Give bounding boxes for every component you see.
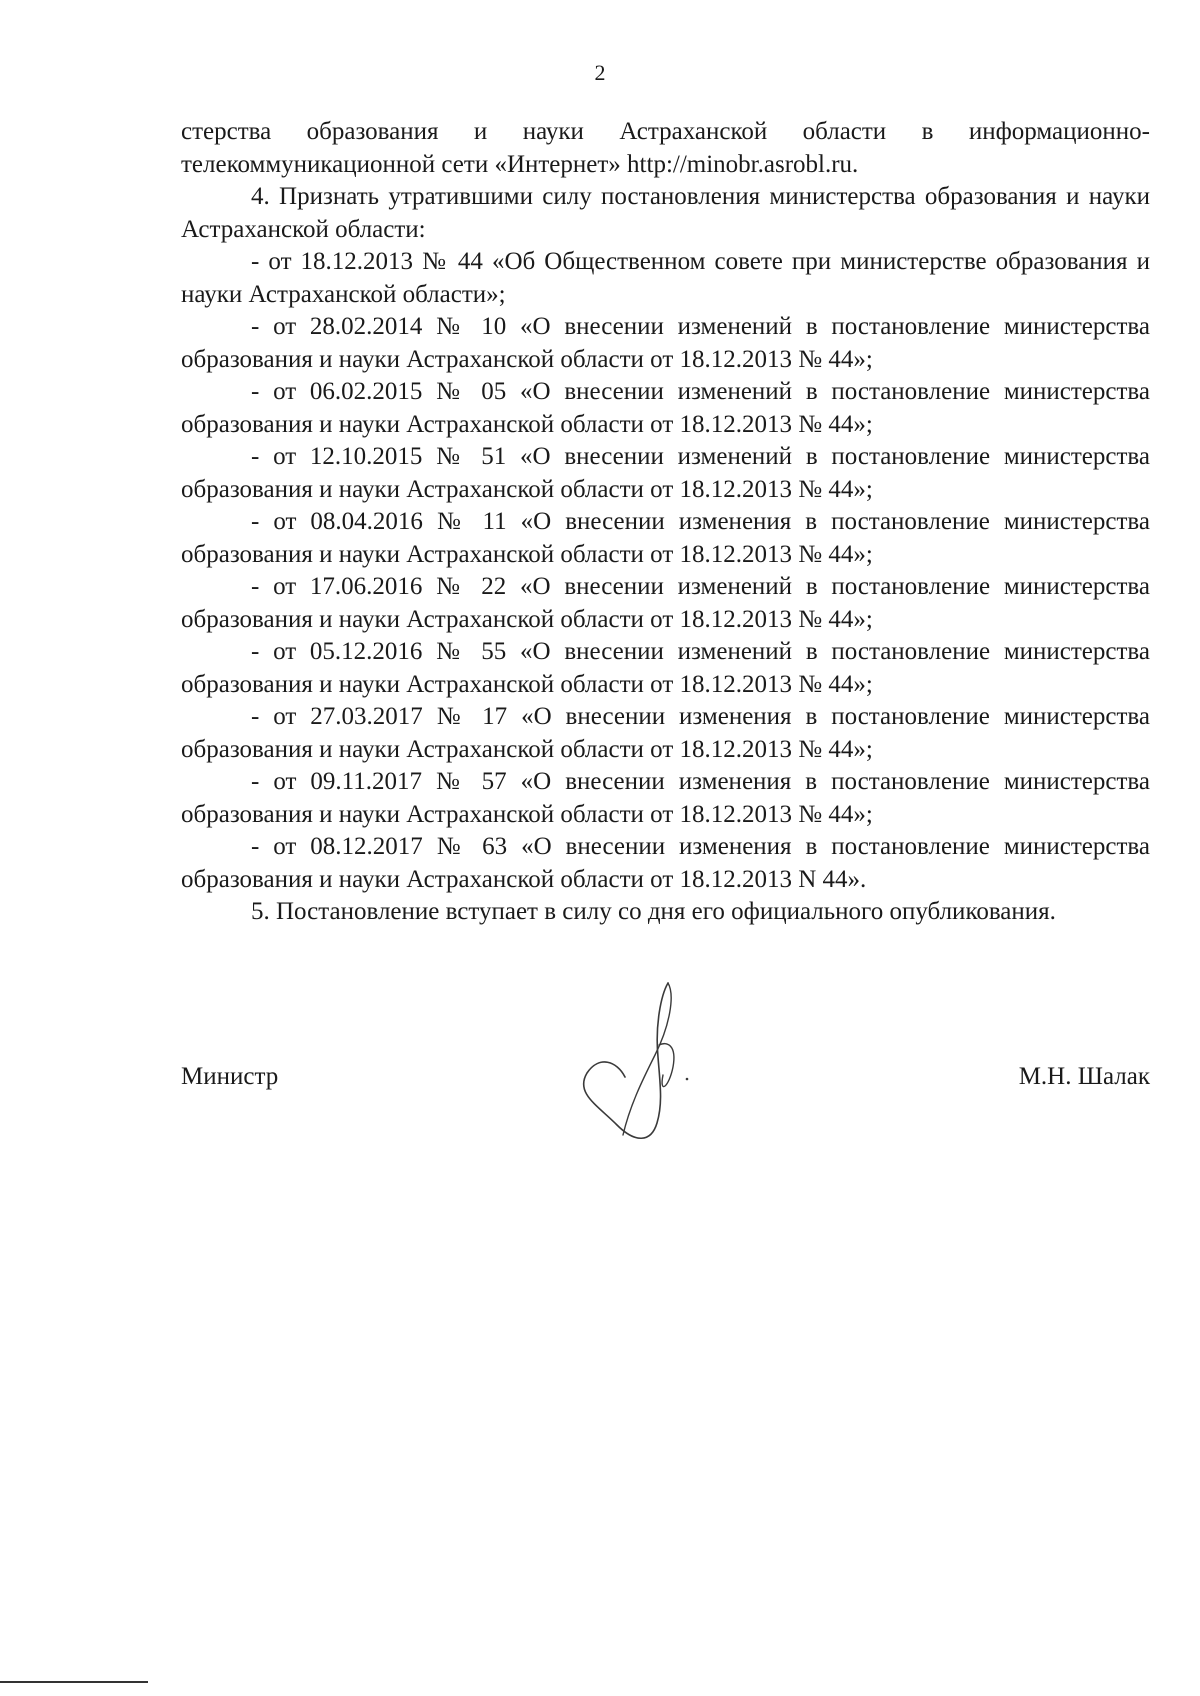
repealed-entry: - от 09.11.2017 № 57 «О внесении изменения в постановление министерства образования и науки Астраханской области от 18.12.2013 № 44»; xyxy=(181,768,1150,828)
signature-block xyxy=(0,975,1200,1175)
handwritten-signature-icon xyxy=(575,975,725,1160)
item-4-intro: 4. Признать утратившими силу постановления министерства образования и науки Астраханской области: xyxy=(181,183,1150,243)
repealed-entry: - от 28.02.2014 № 10 «О внесении изменений в постановление министерства образования и науки Астраханской области от 18.12.2013 № 44»; xyxy=(181,313,1150,373)
repealed-entry: - от 08.04.2016 № 11 «О внесении изменения в постановление министерства образования и науки Астраханской области от 18.12.2013 № 44»; xyxy=(181,508,1150,568)
signer-name: М.Н. Шалак xyxy=(1018,1063,1150,1090)
footer-divider xyxy=(0,1681,148,1683)
signer-position: Министр xyxy=(181,1063,279,1090)
document-body xyxy=(181,116,1150,929)
repealed-entry: - от 27.03.2017 № 17 «О внесении изменения в постановление министерства образования и науки Астраханской области от 18.12.2013 № 44»; xyxy=(181,703,1150,763)
continuation-paragraph: стерства образования и науки Астраханской области в информационно-телекоммуникационной сети «Интернет» http://minobr.asrobl.ru. xyxy=(181,118,1150,178)
repealed-entry: - от 05.12.2016 № 55 «О внесении изменений в постановление министерства образования и науки Астраханской области от 18.12.2013 № 44»; xyxy=(181,638,1150,698)
repealed-entry: - от 18.12.2013 № 44 «Об Общественном совете при министерстве образования и науки Астраханской области»; xyxy=(181,248,1150,308)
item-5-paragraph: 5. Постановление вступает в силу со дня его официального опубликования. xyxy=(251,898,1056,925)
repealed-entry: - от 12.10.2015 № 51 «О внесении изменений в постановление министерства образования и науки Астраханской области от 18.12.2013 № 44»; xyxy=(181,443,1150,503)
page-number: 2 xyxy=(594,60,606,85)
repealed-entry: - от 17.06.2016 № 22 «О внесении изменений в постановление министерства образования и науки Астраханской области от 18.12.2013 № 44»; xyxy=(181,573,1150,633)
repealed-entry: - от 08.12.2017 № 63 «О внесении изменения в постановление министерства образования и науки Астраханской области от 18.12.2013 N 44». xyxy=(181,833,1150,893)
repealed-entry: - от 06.02.2015 № 05 «О внесении изменений в постановление министерства образования и науки Астраханской области от 18.12.2013 № 44»; xyxy=(181,378,1150,438)
